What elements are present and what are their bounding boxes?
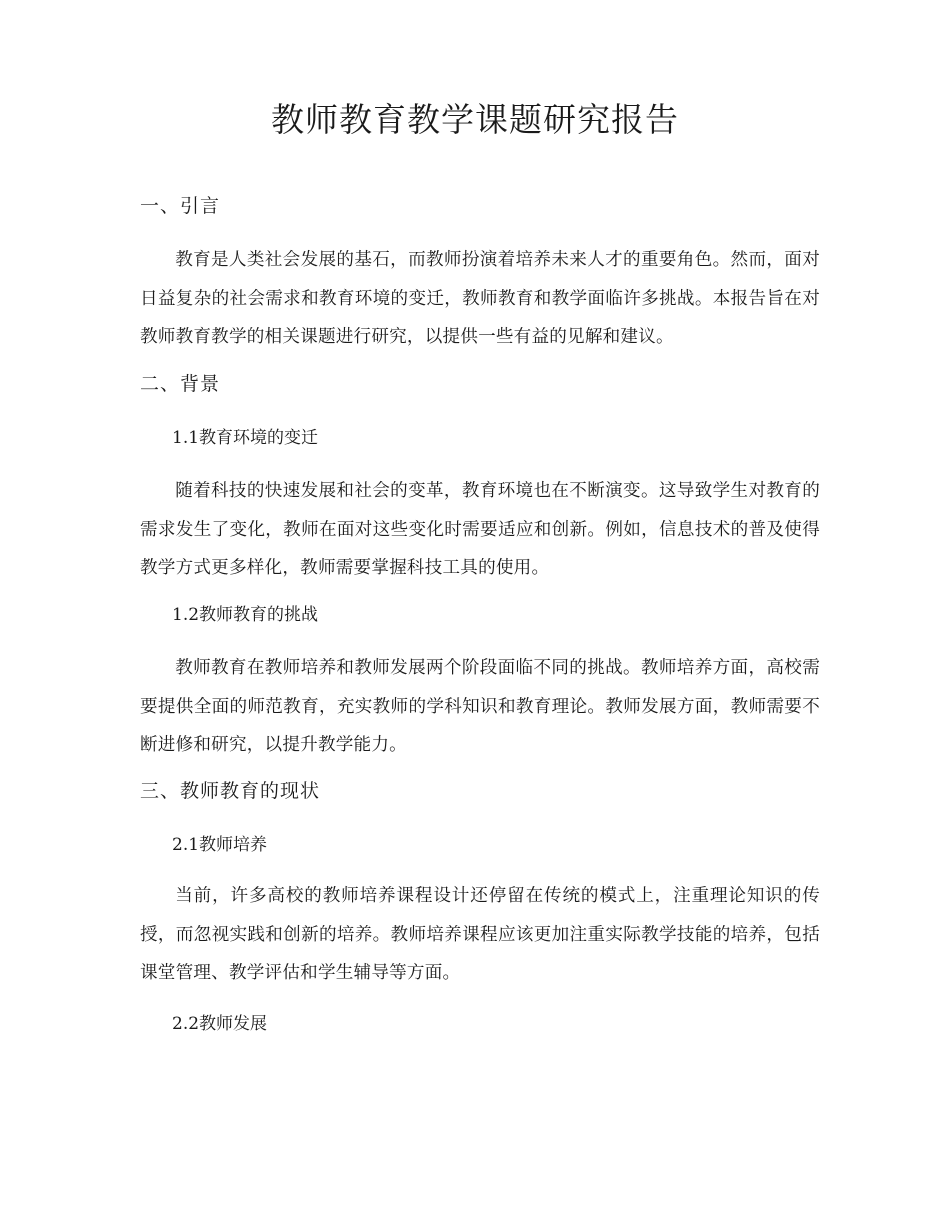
subsection-heading-2-2: 2.2教师发展 — [172, 1014, 268, 1034]
section-heading-introduction: 一、引言 — [140, 195, 221, 217]
paragraph-1-1: 随着科技的快速发展和社会的变革，教育环境也在不断演变。这导致学生对教育的需求发生了变化，教师在面对这些变化时需要适应和创新。例如，信息技术的普及使得教学方式更多样化，教师需要掌握科技工具的使用。 — [140, 481, 820, 578]
paragraph-1-2: 教师教育在教师培养和教师发展两个阶段面临不同的挑战。教师培养方面，高校需要提供全面的师范教育，充实教师的学科知识和教育理论。教师发展方面，教师需要不断进修和研究，以提升教学能力。 — [140, 658, 820, 755]
subsection-heading-1-2: 1.2教师教育的挑战 — [172, 605, 319, 625]
paragraph-2-1: 当前，许多高校的教师培养课程设计还停留在传统的模式上，注重理论知识的传授，而忽视实践和创新的培养。教师培养课程应该更加注重实际教学技能的培养，包括课堂管理、教学评估和学生辅导等方面。 — [140, 886, 820, 983]
subsection-heading-1-1: 1.1教育环境的变迁 — [172, 428, 319, 448]
paragraph-introduction: 教育是人类社会发展的基石，而教师扮演着培养未来人才的重要角色。然而，面对日益复杂的社会需求和教育环境的变迁，教师教育和教学面临许多挑战。本报告旨在对教师教育教学的相关课题进行研究，以提供一些有益的见解和建议。 — [140, 250, 820, 347]
section-heading-status: 三、教师教育的现状 — [140, 780, 321, 802]
subsection-heading-2-1: 2.1教师培养 — [172, 835, 268, 855]
document-title: 教师教育教学课题研究报告 — [271, 100, 679, 139]
section-heading-background: 二、背景 — [140, 373, 221, 395]
